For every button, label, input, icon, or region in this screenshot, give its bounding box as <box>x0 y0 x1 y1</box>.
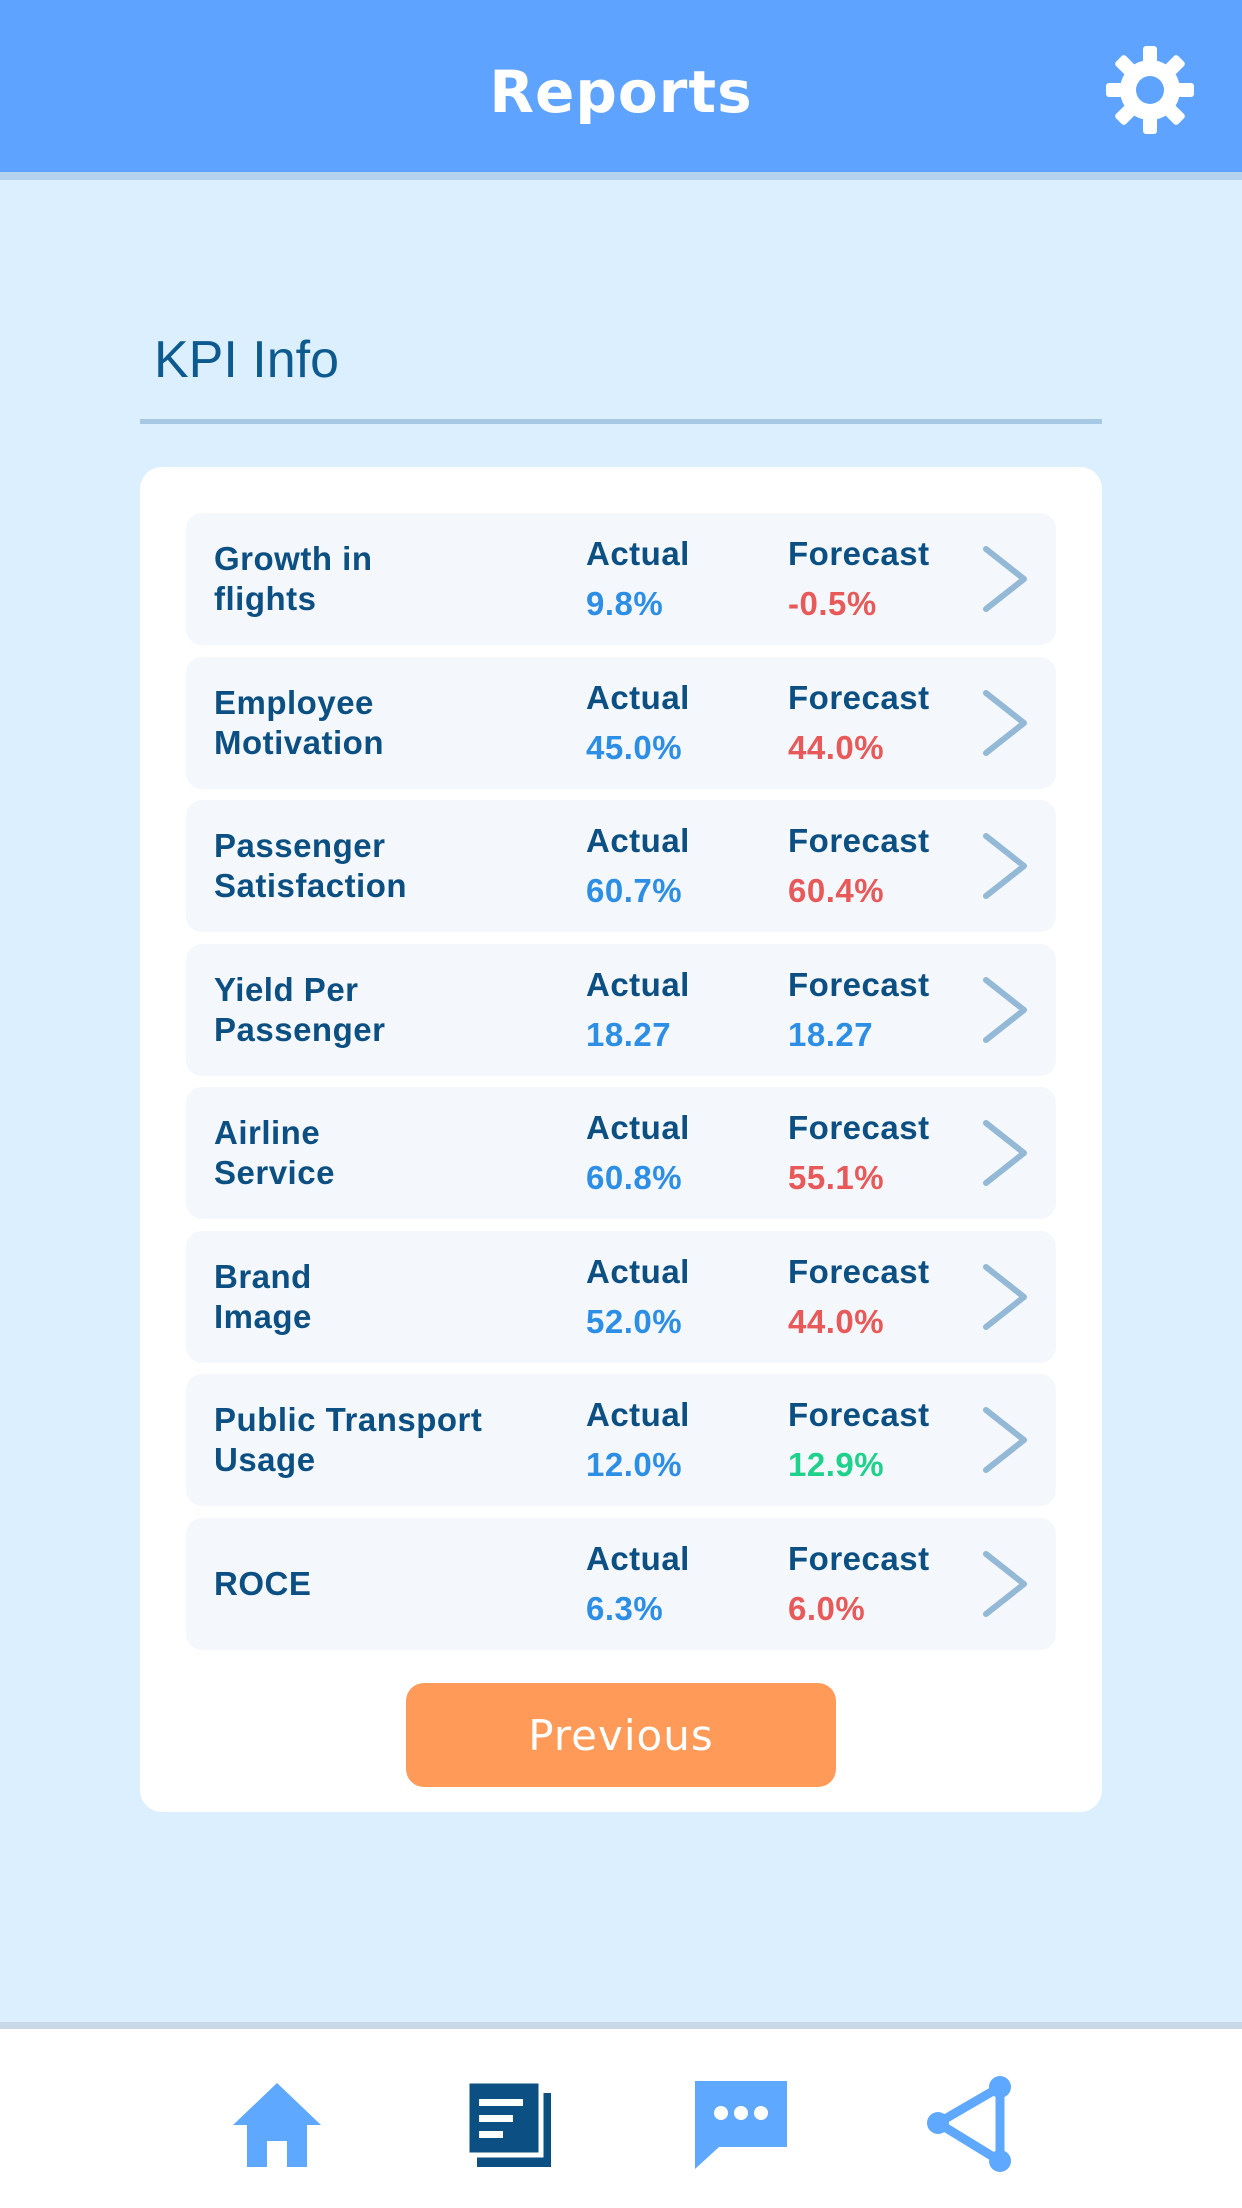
share-icon <box>920 2075 1020 2175</box>
kpi-name <box>214 1087 544 1219</box>
chevron-right-icon[interactable] <box>980 1263 1030 1331</box>
kpi-name-text: Growth in flights <box>214 540 373 617</box>
kpi-row[interactable] <box>186 1087 1056 1219</box>
kpi-name-text: Brand Image <box>214 1257 312 1335</box>
actual-value: 45.0% <box>586 728 683 766</box>
chevron-right-icon[interactable] <box>980 976 1030 1044</box>
kpi-row[interactable] <box>186 944 1056 1076</box>
chevron-right-icon[interactable] <box>980 1119 1030 1187</box>
kpi-name-text: Passenger Satisfaction <box>214 827 408 904</box>
nav-chat[interactable] <box>691 2075 791 2175</box>
kpi-name-text: Employee Motivation <box>214 683 384 761</box>
actual-label: Actual <box>586 1109 690 1146</box>
app-header <box>0 0 1242 180</box>
kpi-name-text: Public Transport Usage <box>214 1401 483 1478</box>
forecast-label: Forecast <box>788 678 930 716</box>
forecast-value: -0.5% <box>788 585 877 622</box>
actual-label: Actual <box>586 1252 690 1290</box>
previous-button[interactable]: Previous <box>406 1683 836 1787</box>
bottom-nav <box>0 2022 1242 2208</box>
chat-icon <box>691 2075 791 2175</box>
kpi-name <box>214 1518 544 1650</box>
actual-value: 52.0% <box>586 1302 683 1340</box>
forecast-value: 44.0% <box>788 728 885 766</box>
actual-label: Actual <box>586 822 690 859</box>
kpi-row[interactable] <box>186 800 1056 932</box>
actual-value: 6.3% <box>586 1589 664 1627</box>
kpi-name <box>214 513 544 645</box>
kpi-row[interactable] <box>186 1374 1056 1506</box>
actual-value: 12.0% <box>586 1446 683 1483</box>
kpi-name <box>214 1231 544 1363</box>
nav-reports[interactable] <box>459 2075 559 2175</box>
kpi-row[interactable] <box>186 1518 1056 1650</box>
forecast-label: Forecast <box>788 1252 930 1290</box>
actual-label: Actual <box>586 1539 690 1577</box>
kpi-name <box>214 800 544 932</box>
kpi-row[interactable] <box>186 513 1056 645</box>
chevron-right-icon[interactable] <box>980 832 1030 900</box>
forecast-label: Forecast <box>788 822 930 859</box>
section-title: KPI Info <box>154 331 339 389</box>
kpi-card <box>140 467 1102 1812</box>
forecast-value: 6.0% <box>788 1589 866 1627</box>
forecast-value: 60.4% <box>788 872 885 909</box>
kpi-name <box>214 1374 544 1506</box>
gear-icon[interactable] <box>1102 42 1198 138</box>
section-divider <box>140 419 1102 424</box>
forecast-value: 55.1% <box>788 1159 885 1196</box>
actual-value: 9.8% <box>586 585 664 622</box>
chevron-right-icon[interactable] <box>980 545 1030 613</box>
forecast-label: Forecast <box>788 535 930 572</box>
forecast-value: 44.0% <box>788 1302 885 1340</box>
kpi-name-text: Yield Per Passenger <box>214 970 386 1048</box>
kpi-row[interactable] <box>186 1231 1056 1363</box>
forecast-label: Forecast <box>788 1396 930 1433</box>
kpi-row[interactable] <box>186 657 1056 789</box>
chevron-right-icon[interactable] <box>980 1550 1030 1618</box>
nav-home[interactable] <box>227 2075 327 2175</box>
actual-label: Actual <box>586 535 690 572</box>
nav-share[interactable] <box>920 2075 1020 2175</box>
actual-value: 60.7% <box>586 872 683 909</box>
page-title: Reports <box>489 58 753 126</box>
forecast-label: Forecast <box>788 1109 930 1146</box>
chevron-right-icon[interactable] <box>980 1406 1030 1474</box>
kpi-name <box>214 944 544 1076</box>
forecast-label: Forecast <box>788 1539 930 1577</box>
forecast-label: Forecast <box>788 965 930 1003</box>
actual-label: Actual <box>586 965 690 1003</box>
forecast-value: 18.27 <box>788 1015 874 1053</box>
kpi-name-text: ROCE <box>214 1564 312 1602</box>
actual-value: 60.8% <box>586 1159 683 1196</box>
forecast-value: 12.9% <box>788 1446 885 1483</box>
actual-label: Actual <box>586 1396 690 1433</box>
actual-label: Actual <box>586 678 690 716</box>
home-icon <box>227 2075 327 2175</box>
kpi-name <box>214 657 544 789</box>
reports-icon <box>459 2075 559 2175</box>
actual-value: 18.27 <box>586 1015 672 1053</box>
kpi-name-text: Airline Service <box>214 1114 335 1191</box>
chevron-right-icon[interactable] <box>980 689 1030 757</box>
